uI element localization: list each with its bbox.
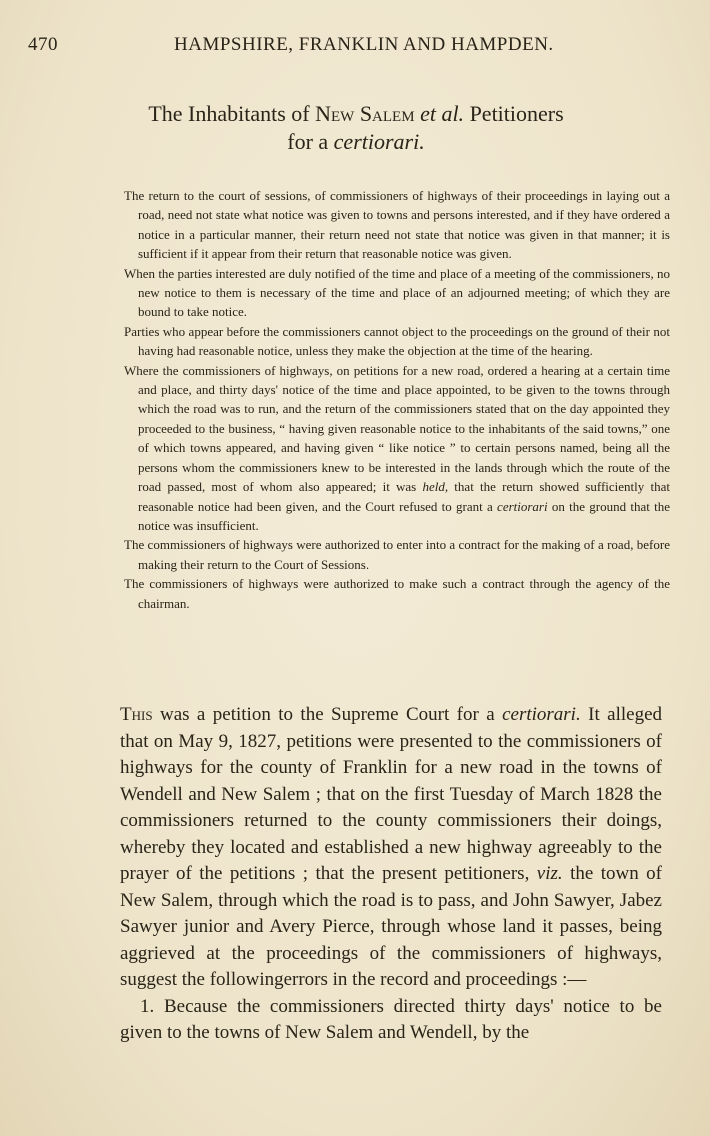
headnotes [124, 186, 670, 613]
headnote-3: Parties who appear before the commissioners cannot object to the proceedings on the ground of their not having had reasonable notice, unless they make the objection at the time of the hearing. [124, 323, 670, 359]
case-title [96, 100, 616, 156]
headnote-4: Where the commissioners of highways, on petitions for a new road, ordered a hearing at a certain time and place, and thirty days' notice of the time and place appointed, to be given to the towns through which the road was to run, and the return of the commissioners stated that on the day appointed they proceeded to the business, “ having given reasonable notice to the inhabitants of the said towns,” one of which towns appeared, and having given “ like notice ” to certain persons named, being all the persons whom the commissioners knew to be interested in the lands through which the route of the road passed, most of whom also appeared; it was held, that the return showed sufficiently that reasonable notice had been given, and the Court refused to grant a certiorari on the ground that the notice was insufficient. [124, 362, 671, 533]
headnote-2: When the parties interested are duly notified of the time and place of a meeting of the commissioners, no new notice to them is necessary of the time and place of an adjourned meeting; of which they are bound to take notice. [124, 265, 670, 320]
running-title: HAMPSHIRE, FRANKLIN AND HAMPDEN. [174, 34, 554, 55]
running-head [28, 34, 650, 62]
case-title-line-2: for a certiorari. [287, 129, 425, 154]
headnote-6: The commissioners of highways were authorized to make such a contract through the agency of the chairman. [124, 576, 670, 611]
case-title-line-1: The Inhabitants of New Salem et al. Petitioners [148, 101, 564, 126]
headnote-1: The return to the court of sessions, of commissioners of highways of their proceedings in laying out a road, need not state what notice was given to towns and persons interested, and if they have ordered a notice in a particular manner, their return need not state that notice was given in that manner; it is sufficient if it appear from their return that reasonable notice was given. [124, 188, 670, 262]
body-text [120, 702, 662, 1047]
body-paragraph-2: 1. Because the commissioners directed thirty days' notice to be given to the towns of New Salem and Wendell, by the [120, 995, 662, 1043]
headnote-5: The commissioners of highways were authorized to enter into a contract for the making of a road, before making their return to the Court of Sessions. [124, 537, 670, 572]
body-paragraph-1: This was a petition to the Supreme Court for a certiorari. It alleged that on May 9, 1827, petitions were presented to the commissioners of highways for the county of Franklin for a new road in the towns of Wendell and New Salem ; that on the first Tuesday of March 1828 the commissioners returned to the county commissioners their doings, whereby they located and established a new highway agreeably to the prayer of the petitions ; that the present petitioners, viz. the town of New Salem, through which the road is to pass, and John Sawyer, Jabez Sawyer junior and Avery Pierce, through whose land it passes, being aggrieved at the proceedings of the commissioners of highways, suggest the followingerrors in the record and proceedings :— [120, 704, 662, 990]
page-number: 470 [28, 34, 58, 55]
